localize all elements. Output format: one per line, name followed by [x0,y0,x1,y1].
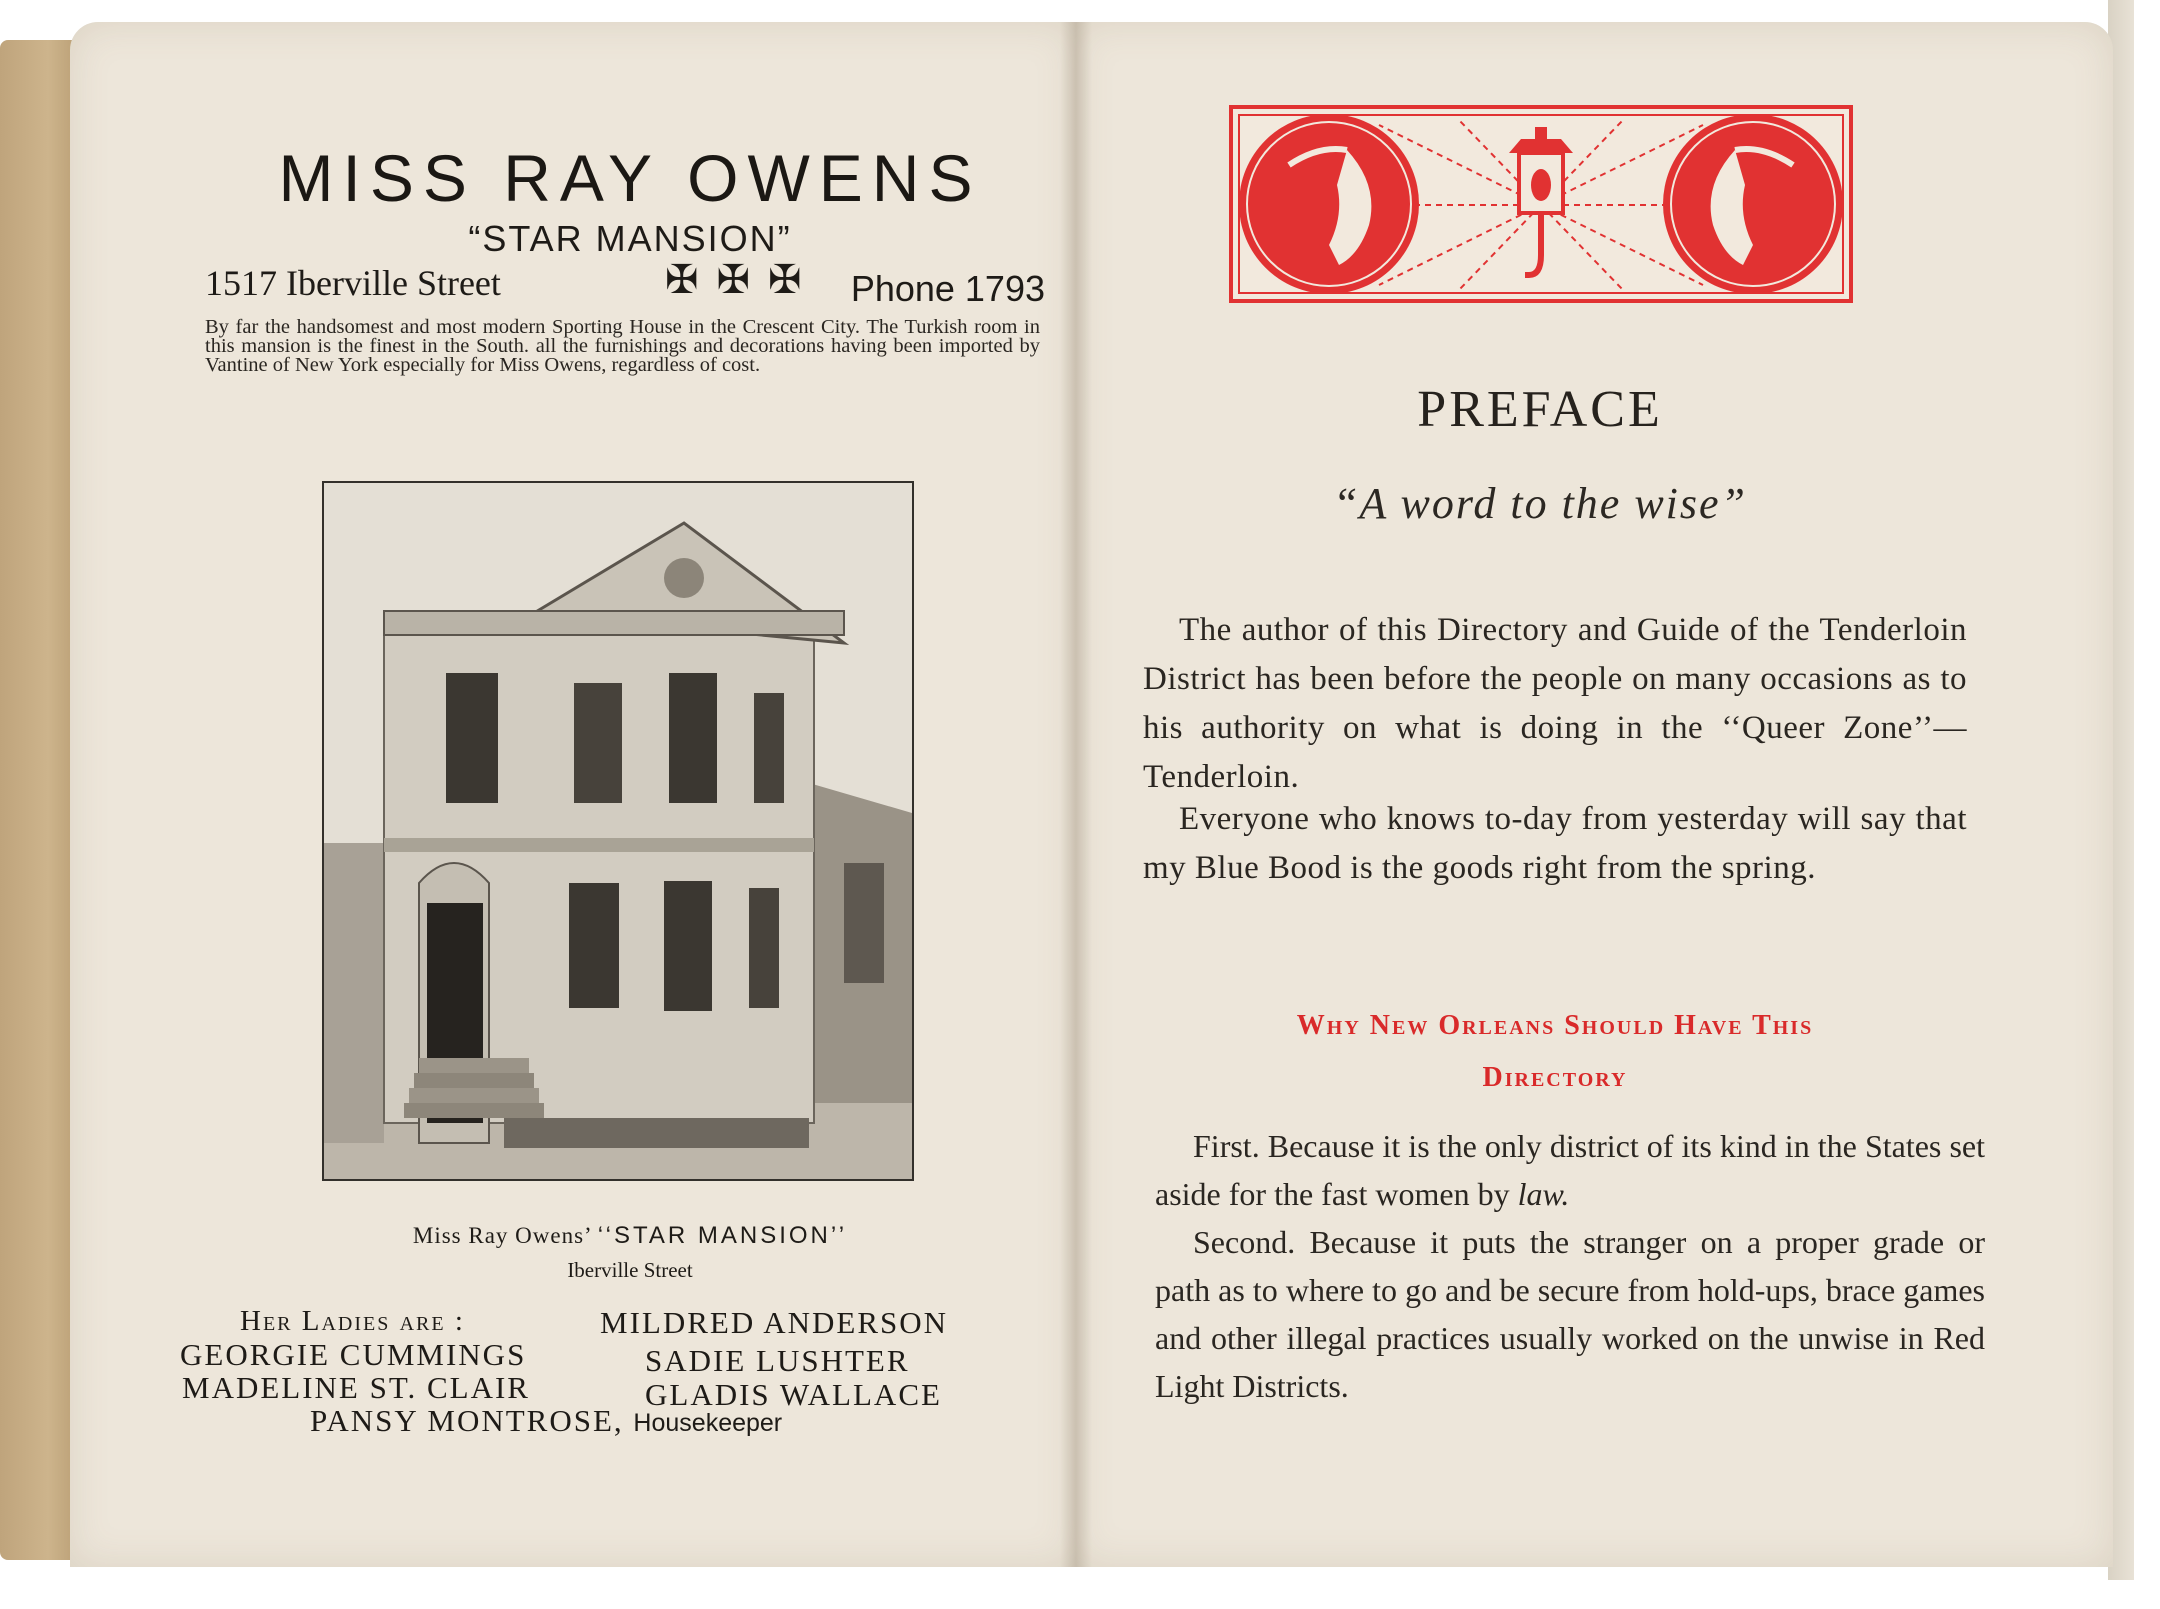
advert-description: By far the handsomest and most modern Sporting House in the Crescent City. The Turkish room in this mansion is the finest in the South. all the furnishings and decorations having been imported by Vantine of New York especially for Miss Owens, regardless of cost. [205,316,1040,376]
preface-paragraph-2 [1143,795,1967,893]
lady-name: SADIE LUSHTER [645,1343,910,1378]
lady-name: MILDRED ANDERSON [600,1305,949,1340]
lady-name: MADELINE ST. CLAIR [182,1370,530,1405]
face-medallion-icon [1239,114,1419,294]
red-heading-line-2: Directory [1482,1062,1628,1093]
red-heading-line-1: Why New Orleans Should Have This [1296,1010,1814,1041]
street-address: 1517 Iberville Street [205,263,501,303]
lady-name: GEORGIE CUMMINGS [180,1337,527,1372]
photo-caption-prefix: Miss Ray Owens’ [412,1223,591,1248]
lamp-emblem-icon [1229,105,1853,303]
cross-ornament-icon: ✠ ✠ ✠ [665,257,806,302]
book-cover-edge [0,40,80,1560]
preface-paragraph-1-text: The author of this Directory and Guide of the Tenderloin District has been before the people on many occasions as to his authority on what is doing in the ‘‘Queer Zone’’—Tenderloin. [1143,612,1967,795]
reasons-list [1155,1122,1985,1410]
photo-caption-name: ‘‘STAR MANSION’’ [597,1222,848,1249]
advert-subtitle: “STAR MANSION” [468,218,792,259]
mansion-photo [322,481,914,1181]
reason-first-text: First. Because it is the only district of its kind in the States set aside for the fast women by [1155,1128,1985,1212]
red-section-heading [1150,1000,1960,1104]
ladies-label: Her Ladies are : [240,1305,465,1337]
advert-title: MISS RAY OWENS [278,141,982,215]
phone-number: Phone 1793 [850,268,1045,309]
book-gutter [1060,22,1092,1567]
reason-first-law: law. [1517,1176,1570,1212]
preface-motto: “A word to the wise” [1332,479,1748,528]
preface-heading: PREFACE [1417,381,1663,438]
photo-caption-street: Iberville Street [567,1258,693,1282]
reason-second: Second. Because it puts the stranger on a proper grade or path as to where to go and be secure from hold-ups, brace games and other illegal practices usually worked on the unwise in Red Light Districts. [1155,1224,1985,1404]
preface-paragraph-2-text: Everyone who knows to-day from yesterday will say that my Blue Bood is the goods right from the spring. [1143,801,1967,886]
photo-caption [200,1222,1060,1250]
address-row [205,257,1045,312]
lady-name: GLADIS WALLACE [645,1377,942,1412]
housekeeper-role: Housekeeper [633,1409,783,1437]
reason-first [1155,1122,1985,1218]
face-medallion-icon [1663,114,1843,294]
preface-paragraph-1 [1143,606,1967,802]
housekeeper-name: PANSY MONTROSE, [310,1403,624,1438]
